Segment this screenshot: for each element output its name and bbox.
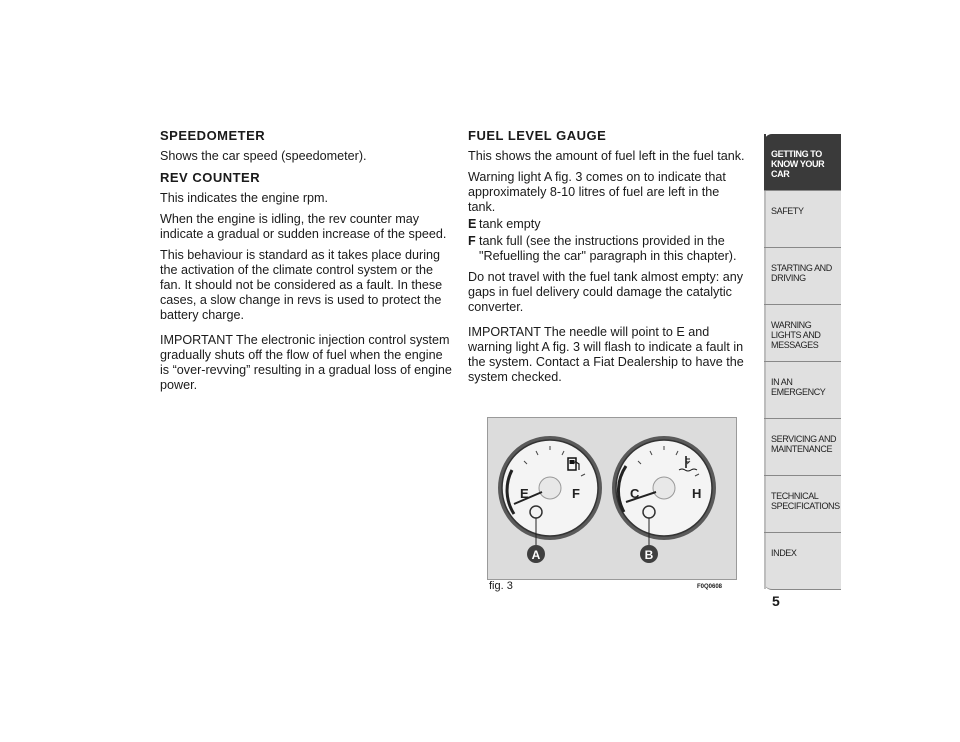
rev-counter-paragraph: When the engine is idling, the rev counter may indicate a gradual or sudden increase of the speed.: [160, 212, 447, 241]
legend-item-f: [468, 234, 750, 264]
tab-warning-lights-and-messages[interactable]: WARNING LIGHTS AND MESSAGES: [764, 305, 841, 362]
tab-in-an-emergency[interactable]: IN AN EMERGENCY: [764, 362, 841, 419]
right-column: [468, 128, 750, 391]
rev-counter-paragraph: This indicates the engine rpm.: [160, 191, 329, 205]
left-column: [160, 128, 452, 399]
rev-counter-paragraph: This behaviour is standard as it takes place during the activation of the climate control system or the fan. It should not be considered as a fault. In these cases, a slow change in revs is used to protect the battery charge.: [160, 248, 443, 322]
legend-item-e: [468, 217, 750, 232]
tab-index[interactable]: INDEX: [764, 533, 841, 590]
tab-getting-to-know-your-car[interactable]: GETTING TO KNOW YOUR CAR: [764, 134, 841, 191]
fuel-paragraph: Do not travel with the fuel tank almost empty: any gaps in fuel delivery could damage the catalytic converter.: [468, 270, 744, 314]
speedometer-heading: SPEEDOMETER: [160, 128, 266, 143]
fuel-important: IMPORTANT The needle will point to E and warning light A fig. 3 will flash to indicate a fault in the system. Contact a Fiat Dealership to have the system checked.: [468, 325, 744, 384]
temp-gauge-h-mark: H: [692, 486, 702, 501]
callout-a: [527, 545, 545, 563]
temperature-gauge: [612, 436, 716, 540]
figure-code: F0Q0608: [697, 584, 723, 590]
gauges-illustration: [488, 418, 736, 579]
fuel-paragraph: Warning light A fig. 3 comes on to indicate that approximately 8-10 litres of fuel are left in the tank.: [468, 170, 726, 214]
fuel-gauge-heading: FUEL LEVEL GAUGE: [468, 128, 607, 143]
legend-text-e: tank empty: [479, 217, 541, 231]
page-number: 5: [772, 593, 780, 609]
fuel-gauge: [498, 436, 602, 540]
tab-technical-specifications[interactable]: TECHNICAL SPECIFICATIONS: [764, 476, 841, 533]
fuel-gauge-e-mark: E: [520, 486, 529, 501]
rev-counter-important: IMPORTANT The electronic injection control system gradually shuts off the flow of fuel when the engine is “over-revving” resulting in a gradual loss of engine power.: [160, 333, 452, 392]
legend-text-f: tank full (see the instructions provided in the "Refuelling the car" paragraph in this chapter).: [479, 234, 737, 263]
rev-counter-heading: REV COUNTER: [160, 170, 261, 185]
callout-b-label: B: [644, 548, 654, 562]
callout-b: [640, 545, 658, 563]
callout-a-label: A: [531, 548, 541, 562]
figure-label: fig. 3: [489, 580, 513, 592]
tab-safety[interactable]: SAFETY: [764, 191, 841, 248]
speedometer-text: Shows the car speed (speedometer).: [160, 149, 367, 163]
legend-letter-e: E: [468, 217, 477, 231]
chapter-tabs: [764, 134, 841, 590]
legend-letter-f: F: [468, 234, 476, 248]
fuel-gauge-f-mark: F: [572, 486, 580, 501]
figure-3-gauges: [487, 417, 737, 580]
temp-gauge-c-mark: C: [630, 486, 640, 501]
tab-starting-and-driving[interactable]: STARTING AND DRIVING: [764, 248, 841, 305]
fuel-paragraph: This shows the amount of fuel left in the fuel tank.: [468, 149, 745, 163]
tab-servicing-and-maintenance[interactable]: SERVICING AND MAINTENANCE: [764, 419, 841, 476]
